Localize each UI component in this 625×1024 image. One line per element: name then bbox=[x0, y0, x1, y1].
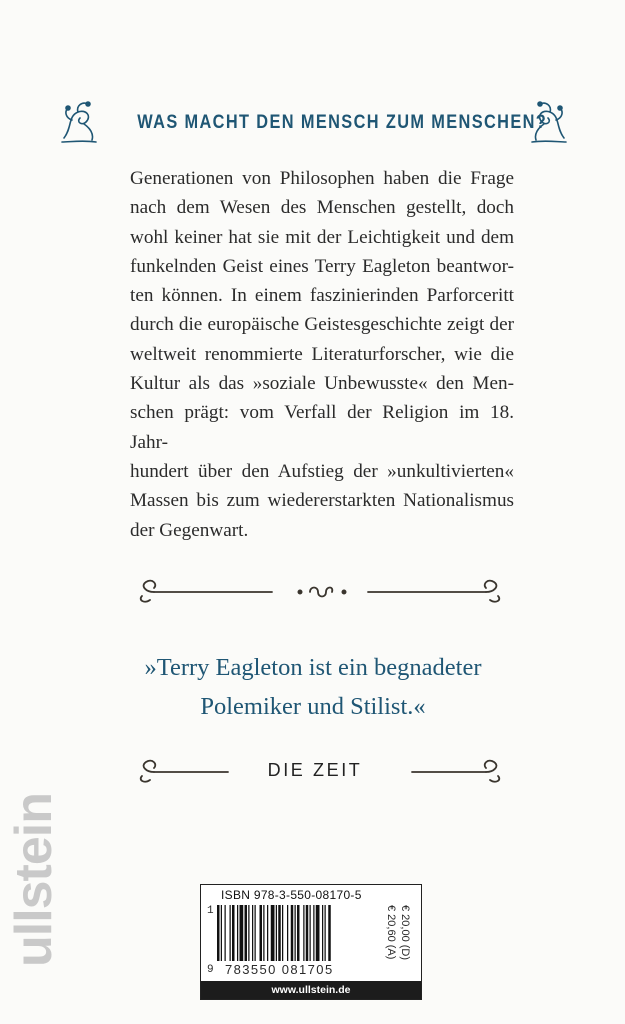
quote-source: DIE ZEIT bbox=[267, 760, 363, 780]
barcode-bar bbox=[316, 905, 320, 961]
barcode-bar bbox=[328, 905, 331, 961]
barcode-bar bbox=[240, 905, 244, 961]
barcode-bar bbox=[271, 905, 275, 961]
barcode-bar bbox=[232, 905, 235, 961]
publisher-url: www.ullstein.de bbox=[201, 981, 421, 999]
barcode-bar bbox=[248, 905, 249, 961]
barcode-box bbox=[200, 884, 422, 1000]
blurb-line: Generationen von Philosophen haben die Frage bbox=[130, 168, 514, 189]
barcode-bar bbox=[260, 905, 263, 961]
barcode-digits: 783550 081705 bbox=[225, 962, 334, 977]
barcode-bar bbox=[276, 905, 277, 961]
barcode-bar bbox=[297, 905, 300, 961]
blurb-line: nach dem Wesen des Menschen gestellt, doch bbox=[130, 197, 514, 219]
barcode-bar bbox=[252, 905, 253, 961]
blurb-line: funkelnden Geist eines Terry Eagleton beantwor- bbox=[130, 255, 514, 277]
blurb-line: schen prägt: vom Verfall der Religion im 18. Jahr- bbox=[130, 402, 514, 453]
price-block bbox=[377, 905, 415, 969]
barcode-bar bbox=[291, 905, 294, 961]
price-austria: € 20,60 (A) bbox=[385, 905, 397, 960]
blurb-line: Kultur als das »soziale Unbewusste« den Men- bbox=[130, 373, 514, 395]
barcode-bar bbox=[221, 905, 222, 961]
barcode-bar bbox=[245, 905, 248, 961]
barcode-bar bbox=[278, 905, 281, 961]
barcode-bar bbox=[255, 905, 256, 961]
barcode-bar bbox=[263, 905, 264, 961]
blurb-line: wohl keiner hat sie mit der Leichtigkeit und dem bbox=[130, 226, 514, 248]
blurb-line: ten können. In einem faszinierinden Parforceritt bbox=[130, 285, 514, 307]
publisher-logo: ullstein bbox=[5, 792, 63, 968]
price-germany: € 20,00 (D) bbox=[399, 905, 411, 961]
isbn-label: ISBN 978-3-550-08170-5 bbox=[221, 888, 362, 902]
barcode-first-digit: 9 bbox=[207, 964, 214, 976]
blurb-line: weltweit renommierte Literaturforscher, wie die bbox=[130, 343, 514, 365]
barcode-bar bbox=[313, 905, 314, 961]
blurb-line: Massen bis zum wiedererstarkten Nationalismus bbox=[130, 490, 514, 512]
barcode-bar bbox=[322, 905, 323, 961]
barcode-bar bbox=[282, 905, 283, 961]
decorative-divider-top bbox=[132, 574, 508, 610]
barcode-bar bbox=[295, 905, 296, 961]
barcode-bar bbox=[217, 905, 220, 961]
headline: WAS MACHT DEN MENSCH ZUM MENSCHEN? bbox=[137, 112, 548, 133]
barcode-side-digit: 1 bbox=[207, 905, 214, 917]
quote-line: »Terry Eagleton ist ein begnadeter bbox=[144, 654, 482, 681]
barcode-bars bbox=[217, 905, 371, 961]
barcode-bar bbox=[267, 905, 268, 961]
flourish-ornament-left bbox=[58, 98, 100, 144]
barcode-bar bbox=[303, 905, 304, 961]
barcode-bar bbox=[287, 905, 288, 961]
blurb-text bbox=[130, 164, 514, 545]
quote-line: Polemiker und Stilist.« bbox=[200, 693, 426, 720]
blurb-line: hundert über den Aufstieg der »unkultivierten« bbox=[130, 460, 514, 482]
barcode-bar bbox=[310, 905, 311, 961]
barcode-bar bbox=[325, 905, 326, 961]
review-quote bbox=[108, 648, 518, 726]
barcode-bar bbox=[237, 905, 238, 961]
barcode-bar bbox=[225, 905, 226, 961]
barcode-bar bbox=[230, 905, 231, 961]
blurb-line: durch die europäische Geistesgeschichte zeigt der bbox=[130, 314, 514, 336]
barcode-bar bbox=[306, 905, 309, 961]
blurb-line: der Gegenwart. bbox=[130, 519, 249, 541]
